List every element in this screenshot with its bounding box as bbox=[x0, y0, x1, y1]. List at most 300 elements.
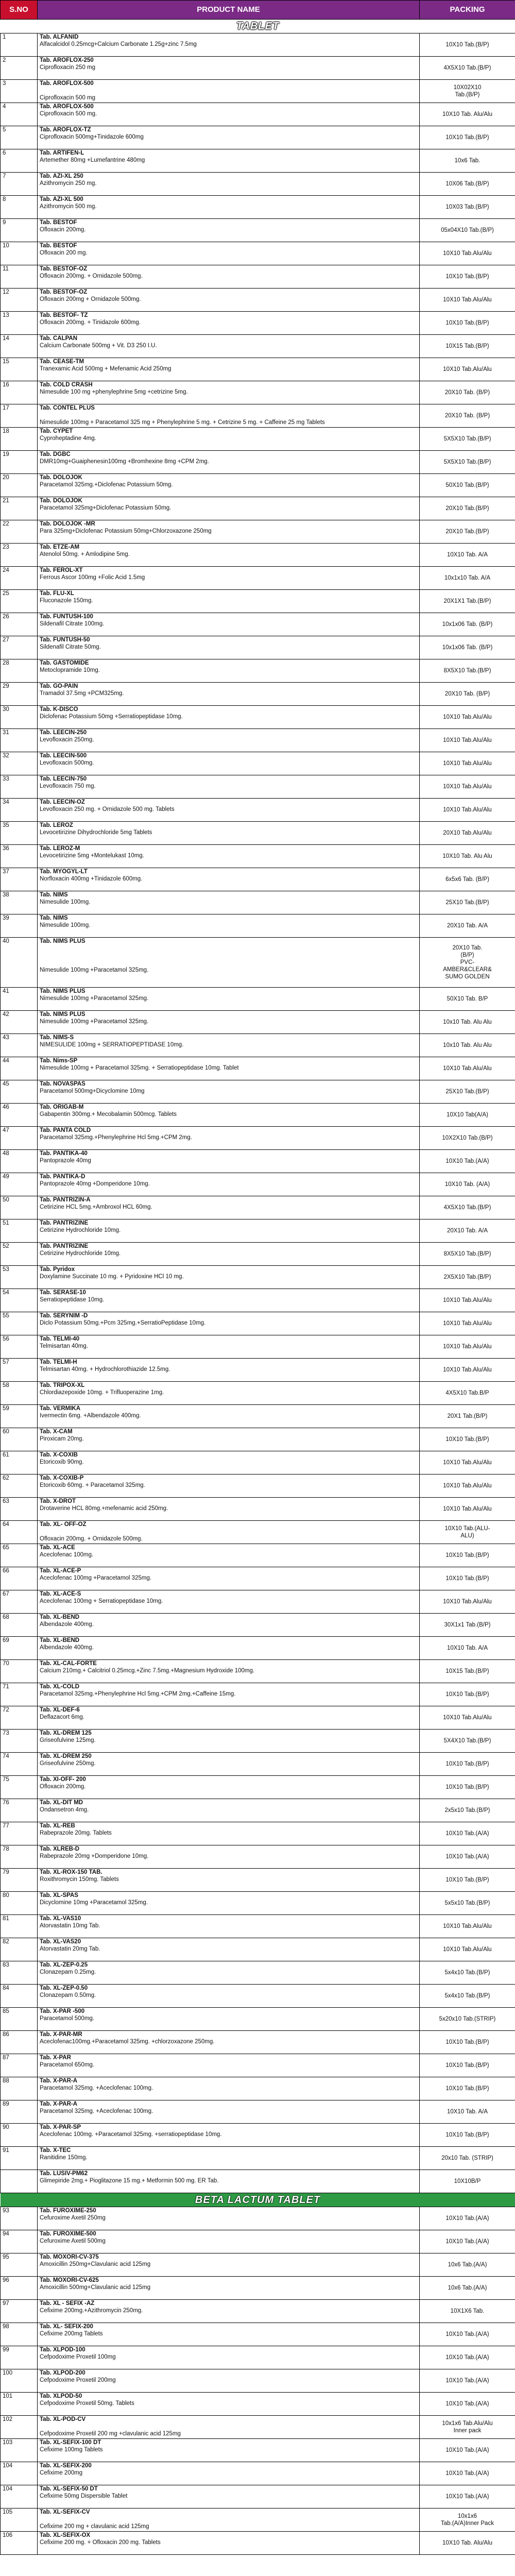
product-composition: Telmisartan 40mg. + Hydrochlorothiazide 12.5mg. bbox=[40, 1366, 170, 1372]
packing: 20X10 Tab.(B/P) bbox=[420, 497, 515, 520]
packing: 25X10 Tab.(B/P) bbox=[420, 1080, 515, 1104]
serial-number: 35 bbox=[1, 822, 38, 845]
packing: 10X10 Tab.Alu/Alu bbox=[420, 1359, 515, 1382]
product-cell bbox=[38, 2077, 420, 2100]
product-cell bbox=[38, 312, 420, 335]
packing: 8X5X10 Tab.(B/P) bbox=[420, 659, 515, 683]
product-cell bbox=[38, 2207, 420, 2230]
product-row bbox=[1, 497, 515, 520]
product-row bbox=[1, 914, 515, 938]
product-cell bbox=[38, 428, 420, 451]
product-composition: Aceclofenac 100mg +Paracetamol 325mg. bbox=[40, 1575, 152, 1581]
product-row bbox=[1, 2008, 515, 2031]
product-name: Tab. PANTRIZINE bbox=[40, 1243, 89, 1249]
product-cell bbox=[38, 404, 420, 428]
serial-number: 85 bbox=[1, 2008, 38, 2031]
product-cell bbox=[38, 1845, 420, 1869]
serial-number: 75 bbox=[1, 1776, 38, 1799]
product-row bbox=[1, 988, 515, 1011]
product-name: Tab. NIMS-S bbox=[40, 1035, 74, 1041]
product-cell bbox=[38, 636, 420, 659]
product-name: Tab. XL- OFF-OZ bbox=[40, 1521, 87, 1528]
product-composition: Glimepiride 2mg.+ Pioglitazone 15 mg.+ Metformin 500 mg. ER Tab. bbox=[40, 2178, 219, 2184]
serial-number: 98 bbox=[1, 2323, 38, 2346]
product-cell bbox=[38, 80, 420, 103]
product-composition: Sildenafil Citrate 100mg. bbox=[40, 621, 105, 627]
product-composition: Roxithromycin 150mg. Tablets bbox=[40, 1876, 119, 1883]
packing: 10X10 Tab.Alu/Alu bbox=[420, 1057, 515, 1080]
packing: 10X10 Tab.(B/P) bbox=[420, 2124, 515, 2147]
product-composition: Telmisartan 40mg. bbox=[40, 1343, 88, 1349]
product-name: Tab. PANTIKA-D bbox=[40, 1174, 85, 1180]
product-row bbox=[1, 149, 515, 173]
packing: 10X10 Tab.(B/P) bbox=[420, 33, 515, 57]
product-cell bbox=[38, 1822, 420, 1845]
product-name: Tab. X-PAR bbox=[40, 2055, 71, 2061]
serial-number: 58 bbox=[1, 1382, 38, 1405]
product-row bbox=[1, 799, 515, 822]
product-cell bbox=[38, 2008, 420, 2031]
product-name: Tab. DOLOJOK bbox=[40, 474, 82, 481]
product-cell bbox=[38, 799, 420, 822]
product-composition: Dicyclomine 10mg +Paracetamol 325mg. bbox=[40, 1900, 148, 1906]
serial-number: 78 bbox=[1, 1845, 38, 1869]
packing: 10X2X10 Tab.(B/P) bbox=[420, 1127, 515, 1150]
product-composition: Serratiopeptidase 10mg. bbox=[40, 1297, 105, 1303]
product-cell bbox=[38, 103, 420, 126]
packing: 10X10 Tab. Alu Alu bbox=[420, 845, 515, 868]
packing: 20X10 Tab.Alu/Alu bbox=[420, 822, 515, 845]
product-row bbox=[1, 752, 515, 775]
product-row bbox=[1, 103, 515, 126]
packing: 10X10 Tab.(A/A) bbox=[420, 2323, 515, 2346]
serial-number: 82 bbox=[1, 1938, 38, 1961]
product-composition: Cefpodoxime Proxetil 200 mg +clavulanic acid 125mg bbox=[40, 2431, 181, 2437]
product-composition: Paracetamol 325mg.+Phenylephrine Hcl 5mg.+CPM 2mg. bbox=[40, 1134, 192, 1141]
serial-number: 86 bbox=[1, 2031, 38, 2054]
product-composition: Cetirizine Hydrochloride 10mg. bbox=[40, 1250, 121, 1257]
product-row bbox=[1, 474, 515, 497]
packing: 05x04X10 Tab.(B/P) bbox=[420, 219, 515, 242]
serial-number: 54 bbox=[1, 1289, 38, 1312]
product-composition: Sildenafil Citrate 50mg. bbox=[40, 644, 101, 650]
product-composition: Nimesulide 100mg + Paracetamol 325mg. + Serratiopeptidase 10mg. Tablet bbox=[40, 1065, 239, 1071]
product-name: Tab. GASTOMIDE bbox=[40, 660, 89, 666]
product-name: Tab. ALFANID bbox=[40, 34, 79, 40]
product-row bbox=[1, 1892, 515, 1915]
product-name: Tab. XL-ROX-150 TAB. bbox=[40, 1869, 102, 1875]
product-row bbox=[1, 1799, 515, 1822]
packing: 10X10 Tab.(B/P) bbox=[420, 2054, 515, 2077]
product-row bbox=[1, 2207, 515, 2230]
packing: 10X10 Tab.(A/A) bbox=[420, 1150, 515, 1173]
product-row bbox=[1, 289, 515, 312]
serial-number: 63 bbox=[1, 1498, 38, 1521]
serial-number: 12 bbox=[1, 289, 38, 312]
product-cell bbox=[38, 938, 420, 988]
packing: 10X10 Tab.(B/P) bbox=[420, 265, 515, 289]
product-row bbox=[1, 1776, 515, 1799]
packing: 10X10 Tab.(A/A) bbox=[420, 2369, 515, 2393]
product-row bbox=[1, 381, 515, 404]
packing: 10X10 Tab.(A/A) bbox=[420, 2462, 515, 2485]
serial-number: 73 bbox=[1, 1730, 38, 1753]
product-composition: Cefpodoxime Proxetil 100mg bbox=[40, 2354, 116, 2360]
product-row bbox=[1, 428, 515, 451]
product-composition: Atenolol 50mg. + Amlodipine 5mg. bbox=[40, 551, 130, 557]
product-row bbox=[1, 1382, 515, 1405]
product-composition: NIMESULIDE 100mg + SERRATIOPEPTIDASE 10mg. bbox=[40, 1042, 184, 1048]
packing: 10X10 Tab.Alu/Alu bbox=[420, 1289, 515, 1312]
packing: 10x6 Tab.(A/A) bbox=[420, 2253, 515, 2277]
product-name: Tab. K-DISCO bbox=[40, 706, 78, 713]
product-composition: Cefpodoxime Proxetil 200mg bbox=[40, 2377, 116, 2383]
product-composition: Rabeprazole 20mg. Tablets bbox=[40, 1830, 112, 1836]
product-cell bbox=[38, 729, 420, 752]
product-cell bbox=[38, 2532, 420, 2555]
product-composition: Cefixime 200 mg + clavulanic acid 125mg bbox=[40, 2523, 149, 2530]
product-name: Tab. CEASE-TM bbox=[40, 359, 84, 365]
serial-number: 80 bbox=[1, 1892, 38, 1915]
product-cell bbox=[38, 2462, 420, 2485]
packing: 10X10 Tab.Alu/Alu bbox=[420, 799, 515, 822]
packing: 10X10 Tab.Alu/Alu bbox=[420, 752, 515, 775]
product-cell bbox=[38, 1428, 420, 1451]
product-name: Tab. PANTRIZINE bbox=[40, 1220, 89, 1226]
product-name: Tab. X-PAR-A bbox=[40, 2101, 78, 2107]
product-name: Tab. XL-SEFIX-50 DT bbox=[40, 2486, 98, 2492]
product-composition: Levofloxacin 250mg. bbox=[40, 737, 94, 743]
product-row bbox=[1, 1985, 515, 2008]
packing: 20X1 Tab.(B/P) bbox=[420, 1405, 515, 1428]
header-packing: PACKING bbox=[420, 1, 515, 20]
product-name: Tab. CONTEL PLUS bbox=[40, 405, 95, 411]
product-cell bbox=[38, 2147, 420, 2170]
product-row bbox=[1, 451, 515, 474]
packing: 10X10 Tab.(A/A) bbox=[420, 2230, 515, 2253]
packing: 10X10 Tab.(A/A) bbox=[420, 2346, 515, 2369]
packing: 4X5X10 Tab.(B/P) bbox=[420, 57, 515, 80]
product-name: Tab. X-COXIB-P bbox=[40, 1475, 84, 1481]
packing: 10X10B/P bbox=[420, 2170, 515, 2193]
product-composition: Albendazole 400mg. bbox=[40, 1645, 94, 1651]
product-name: Tab. PANTRIZIN-A bbox=[40, 1197, 91, 1203]
packing: 4X5X10 Tab.(B/P) bbox=[420, 1196, 515, 1219]
product-cell bbox=[38, 335, 420, 358]
packing: 10X10 Tab. A/A bbox=[420, 2100, 515, 2124]
section-title: TABLET bbox=[1, 20, 515, 33]
serial-number: 65 bbox=[1, 1544, 38, 1567]
product-name: Tab. XL-SEFIX-CV bbox=[40, 2509, 90, 2515]
serial-number: 45 bbox=[1, 1080, 38, 1104]
product-composition: Paracetamol 325mg.+Diclofenac Potassium 50mg. bbox=[40, 482, 173, 488]
product-cell bbox=[38, 1660, 420, 1683]
product-cell bbox=[38, 1915, 420, 1938]
serial-number: 62 bbox=[1, 1475, 38, 1498]
product-row bbox=[1, 1428, 515, 1451]
serial-number: 21 bbox=[1, 497, 38, 520]
product-row bbox=[1, 2323, 515, 2346]
product-composition: Paracetamol 500mg. bbox=[40, 2015, 95, 2022]
product-cell bbox=[38, 1892, 420, 1915]
product-composition: Ciprofloxacin 500 mg bbox=[40, 95, 96, 101]
product-composition: Cefixime 200mg Tablets bbox=[40, 2331, 103, 2337]
product-name: Tab. AZI-XL 500 bbox=[40, 196, 83, 202]
packing: 10x10 Tab. Alu Alu bbox=[420, 1011, 515, 1034]
product-row bbox=[1, 358, 515, 381]
product-row bbox=[1, 1614, 515, 1637]
serial-number: 41 bbox=[1, 988, 38, 1011]
serial-number: 74 bbox=[1, 1753, 38, 1776]
product-row bbox=[1, 1266, 515, 1289]
product-row bbox=[1, 1567, 515, 1590]
product-row bbox=[1, 2509, 515, 2532]
packing: 10X10 Tab.(A/A) bbox=[420, 1845, 515, 1869]
product-name: Tab. LUSIV-PM62 bbox=[40, 2171, 88, 2177]
product-composition: Aceclofenac 100mg. bbox=[40, 1552, 94, 1558]
product-row bbox=[1, 1845, 515, 1869]
product-cell bbox=[38, 659, 420, 683]
product-name: Tab. XL-CAL-FORTE bbox=[40, 1660, 97, 1667]
product-composition: Nimesulide 100mg. bbox=[40, 922, 91, 928]
product-cell bbox=[38, 1011, 420, 1034]
product-composition: Griseofulvine 250mg. bbox=[40, 1760, 96, 1767]
product-row bbox=[1, 729, 515, 752]
product-row bbox=[1, 845, 515, 868]
serial-number: 64 bbox=[1, 1521, 38, 1544]
serial-number: 34 bbox=[1, 799, 38, 822]
product-cell bbox=[38, 196, 420, 219]
product-composition: Nimesulide 100 mg +phenylephrine 5mg +cetrizine 5mg. bbox=[40, 389, 188, 395]
packing: 10X06 Tab.(B/P) bbox=[420, 173, 515, 196]
packing: 5x4x10 Tab.(B/P) bbox=[420, 1961, 515, 1985]
product-composition: Pantoprazole 40mg +Domperidone 10mg. bbox=[40, 1181, 150, 1187]
packing: 10X10 Tab.Alu/Alu bbox=[420, 1590, 515, 1614]
product-cell bbox=[38, 1127, 420, 1150]
packing: 10x10 Tab. Alu Alu bbox=[420, 1034, 515, 1057]
serial-number: 42 bbox=[1, 1011, 38, 1034]
product-cell bbox=[38, 149, 420, 173]
product-cell bbox=[38, 126, 420, 149]
product-row bbox=[1, 1243, 515, 1266]
serial-number: 106 bbox=[1, 2532, 38, 2555]
product-name: Tab. VERMIKA bbox=[40, 1405, 81, 1412]
product-cell bbox=[38, 219, 420, 242]
product-composition: Pantoprazole 40mg bbox=[40, 1158, 91, 1164]
product-composition: Ondansetron 4mg. bbox=[40, 1807, 89, 1813]
product-cell bbox=[38, 845, 420, 868]
serial-number: 15 bbox=[1, 358, 38, 381]
packing: 5x20x10 Tab.(STRIP) bbox=[420, 2008, 515, 2031]
product-name: Tab. XL-BEND bbox=[40, 1637, 80, 1643]
serial-number: 102 bbox=[1, 2416, 38, 2439]
product-cell bbox=[38, 775, 420, 799]
product-row bbox=[1, 2532, 515, 2555]
serial-number: 25 bbox=[1, 590, 38, 613]
product-composition: Rabeprazole 20mg +Domperidone 10mg. bbox=[40, 1853, 149, 1859]
packing: 10X10 Tab.Alu/Alu bbox=[420, 1335, 515, 1359]
product-name: Tab. XL-VAS20 bbox=[40, 1939, 81, 1945]
product-cell bbox=[38, 1335, 420, 1359]
product-name: Tab. LEROZ bbox=[40, 822, 73, 828]
packing: 6x5x6 Tab. (B/P) bbox=[420, 868, 515, 891]
packing: 5X5X10 Tab.(B/P) bbox=[420, 428, 515, 451]
product-row bbox=[1, 1961, 515, 1985]
packing: 10X10 Tab.Alu/Alu bbox=[420, 1451, 515, 1475]
product-cell bbox=[38, 1753, 420, 1776]
serial-number: 68 bbox=[1, 1614, 38, 1637]
packing: 10X10 Tab.Alu/Alu bbox=[420, 1915, 515, 1938]
packing: 10X10 Tab.(B/P) bbox=[420, 1753, 515, 1776]
product-name: Tab. X-PAR -500 bbox=[40, 2008, 85, 2014]
packing: 10X10 Tab.(B/P) bbox=[420, 126, 515, 149]
packing: 10X10 Tab.(B/P) bbox=[420, 2031, 515, 2054]
product-row bbox=[1, 1405, 515, 1428]
product-cell bbox=[38, 1219, 420, 1243]
serial-number: 14 bbox=[1, 335, 38, 358]
packing: 10x1x10 Tab. A/A bbox=[420, 567, 515, 590]
serial-number: 10 bbox=[1, 242, 38, 265]
packing: 10X10 Tab. A/A bbox=[420, 1637, 515, 1660]
serial-number: 72 bbox=[1, 1706, 38, 1730]
product-row bbox=[1, 683, 515, 706]
packing: 20X10 Tab. (B/P) bbox=[420, 404, 515, 428]
serial-number: 23 bbox=[1, 544, 38, 567]
serial-number: 79 bbox=[1, 1869, 38, 1892]
product-row bbox=[1, 335, 515, 358]
packing: 10X10 Tab.(A/A) bbox=[420, 2485, 515, 2509]
serial-number: 1 bbox=[1, 33, 38, 57]
product-name: Tab. Pyridox bbox=[40, 1266, 75, 1273]
packing: 10X03 Tab.(B/P) bbox=[420, 196, 515, 219]
product-cell bbox=[38, 2393, 420, 2416]
product-name: Tab. XLREB-D bbox=[40, 1846, 80, 1852]
product-composition: Ciprofloxacin 500 mg. bbox=[40, 111, 97, 117]
product-name: Tab. AROFLOX-250 bbox=[40, 57, 94, 63]
product-composition: Griseofulvine 125mg. bbox=[40, 1737, 96, 1743]
product-row bbox=[1, 312, 515, 335]
packing: 10X10 Tab.(B/P) bbox=[420, 1428, 515, 1451]
product-row bbox=[1, 1359, 515, 1382]
packing: 10X10 Tab.(B/P) bbox=[420, 312, 515, 335]
packing: 10X10 Tab.(A/A) bbox=[420, 1822, 515, 1845]
product-row bbox=[1, 1706, 515, 1730]
product-composition: Fluconazole 150mg. bbox=[40, 598, 93, 604]
product-composition: Nimesulide 100mg. bbox=[40, 899, 91, 905]
product-composition: Aceclofenac 100mg + Serratiopeptidase 10mg. bbox=[40, 1598, 163, 1604]
product-cell bbox=[38, 1938, 420, 1961]
serial-number: 103 bbox=[1, 2439, 38, 2462]
product-cell bbox=[38, 1405, 420, 1428]
packing: 10X10 Tab.Alu/Alu bbox=[420, 1312, 515, 1335]
serial-number: 59 bbox=[1, 1405, 38, 1428]
product-composition: Paracetamol 650mg. bbox=[40, 2062, 95, 2068]
product-row bbox=[1, 242, 515, 265]
packing: 10X10 Tab. A/A bbox=[420, 544, 515, 567]
product-composition: Metoclopramide 10mg. bbox=[40, 667, 100, 673]
packing: 10X10 Tab.Alu/Alu bbox=[420, 1475, 515, 1498]
packing: 10X10 Tab.Alu/Alu bbox=[420, 729, 515, 752]
product-row bbox=[1, 938, 515, 988]
serial-number: 99 bbox=[1, 2346, 38, 2369]
product-cell bbox=[38, 1637, 420, 1660]
packing: 20x10 Tab. (STRIP) bbox=[420, 2147, 515, 2170]
product-name: Tab. NIMS bbox=[40, 892, 68, 898]
serial-number: 76 bbox=[1, 1799, 38, 1822]
product-composition: Norfloxacin 400mg +Tinidazole 600mg. bbox=[40, 876, 143, 882]
product-name: Tab. XL-DREM 250 bbox=[40, 1753, 92, 1759]
packing: 10x1x6 Tab.(A/A)Inner Pack bbox=[420, 2509, 515, 2532]
product-name: Tab. MOXORI-CV-375 bbox=[40, 2254, 99, 2260]
packing: 10X10 Tab.Alu/Alu bbox=[420, 358, 515, 381]
product-row bbox=[1, 2462, 515, 2485]
product-name: Tab. FUNTUSH-100 bbox=[40, 614, 93, 620]
product-name: Tab. XL-DEF-6 bbox=[40, 1707, 80, 1713]
packing: 10X10 Tab.Alu/Alu bbox=[420, 242, 515, 265]
product-composition: Atorvastatin 20mg Tab. bbox=[40, 1946, 100, 1952]
product-cell bbox=[38, 988, 420, 1011]
product-cell bbox=[38, 2346, 420, 2369]
product-name: Tab. BESTOF bbox=[40, 219, 77, 226]
product-row bbox=[1, 1289, 515, 1312]
product-name: Tab. MYOGYL-LT bbox=[40, 869, 88, 875]
product-cell bbox=[38, 2124, 420, 2147]
serial-number: 84 bbox=[1, 1985, 38, 2008]
product-name: Tab. AROFLOX-500 bbox=[40, 80, 94, 87]
product-composition: Ofloxacin 200 mg. bbox=[40, 250, 88, 256]
product-name: Tab. XL - SEFIX -AZ bbox=[40, 2300, 95, 2307]
product-composition: Paracetamol 325mg. +Aceclofenac 100mg. bbox=[40, 2085, 153, 2091]
product-row bbox=[1, 2300, 515, 2323]
section-header bbox=[1, 2193, 515, 2207]
product-composition: Cyproheptadine 4mg. bbox=[40, 435, 96, 442]
product-cell bbox=[38, 2100, 420, 2124]
product-name: Tab. XL-ACE-P bbox=[40, 1568, 81, 1574]
product-composition: Amoxicillin 500mg+Clavulanic acid 125mg bbox=[40, 2284, 151, 2291]
serial-number: 39 bbox=[1, 914, 38, 938]
product-name: Tab. XL-ACE-S bbox=[40, 1591, 81, 1597]
serial-number: 38 bbox=[1, 891, 38, 914]
packing: 10X10 Tab. (A/A) bbox=[420, 1173, 515, 1196]
serial-number: 8 bbox=[1, 196, 38, 219]
product-row bbox=[1, 2277, 515, 2300]
product-row bbox=[1, 1173, 515, 1196]
product-cell bbox=[38, 2170, 420, 2193]
product-row bbox=[1, 1104, 515, 1127]
serial-number: 44 bbox=[1, 1057, 38, 1080]
product-cell bbox=[38, 1776, 420, 1799]
product-row bbox=[1, 2147, 515, 2170]
product-cell bbox=[38, 683, 420, 706]
serial-number: 16 bbox=[1, 381, 38, 404]
serial-number bbox=[1, 2170, 38, 2193]
product-composition: Levofloxacin 500mg. bbox=[40, 760, 94, 766]
product-name: Tab. XL-BEND bbox=[40, 1614, 80, 1620]
packing: 20X10 Tab. (B/P) bbox=[420, 683, 515, 706]
packing: 2X5X10 Tab.(B/P) bbox=[420, 1266, 515, 1289]
product-row bbox=[1, 2170, 515, 2193]
product-cell bbox=[38, 242, 420, 265]
product-name: Tab. AROFLOX-500 bbox=[40, 104, 94, 110]
product-cell bbox=[38, 1961, 420, 1985]
product-row bbox=[1, 775, 515, 799]
product-row bbox=[1, 1590, 515, 1614]
product-name: Tab. DOLOJOK bbox=[40, 498, 82, 504]
product-name: Tab. BESTOF bbox=[40, 243, 77, 249]
product-cell bbox=[38, 474, 420, 497]
product-name: Tab. BESTOF-OZ bbox=[40, 266, 88, 272]
product-composition: Paracetamol 325mg+Diclofenac Potassium 50mg. bbox=[40, 505, 171, 511]
